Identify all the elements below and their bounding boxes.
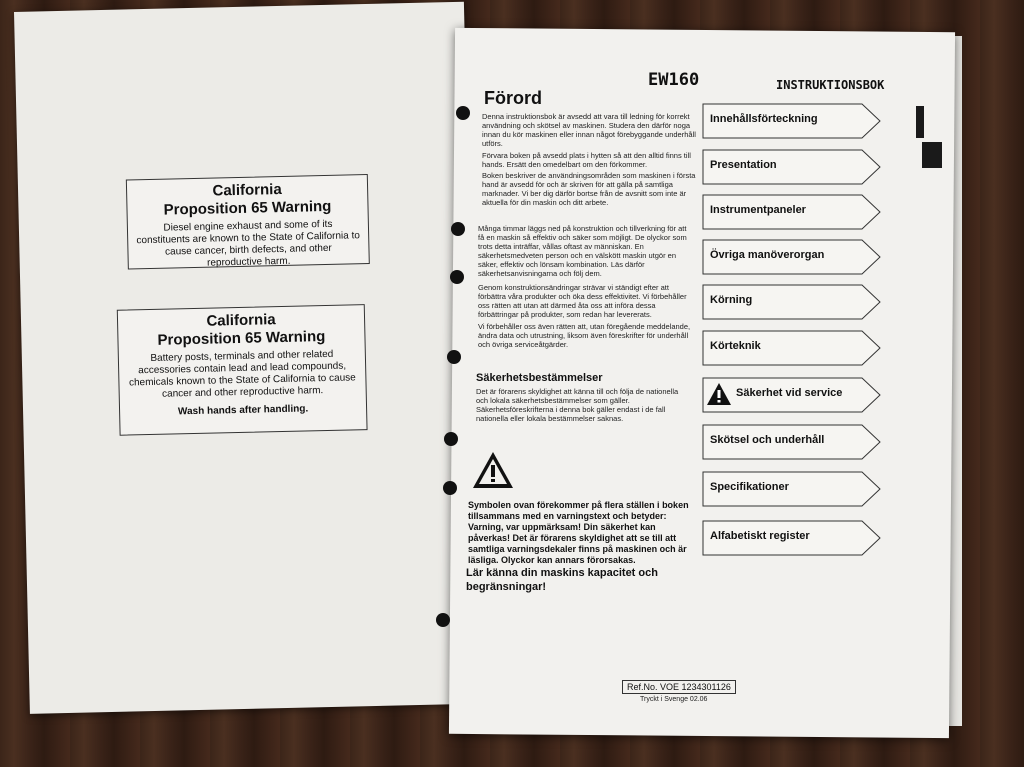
binding-hole: [436, 613, 450, 627]
tab-label: Innehållsförteckning: [710, 113, 818, 125]
tab-korning[interactable]: [702, 284, 882, 318]
warning-heading-line2: Proposition 65 Warning: [157, 328, 326, 349]
tab-sakerhet-vid-service[interactable]: [702, 377, 882, 411]
tab-label: Specifikationer: [710, 481, 789, 493]
tab-korteknik[interactable]: [702, 330, 882, 364]
binding-hole: [451, 222, 465, 236]
wash-hands-text: Wash hands after handling.: [177, 403, 309, 418]
tab-innehallsforteckning[interactable]: [702, 103, 882, 137]
ref-number: Ref.No. VOE 1234301126: [622, 680, 736, 694]
safety-text: Det är förarens skyldighet att känna till och följa de nationella och lokala säkerhetsbestämmelser som gäller. Säkerhetsföreskrifterna i denna bok gäller endast i de fall nationella eller lokala bestämmelser saknas.: [476, 387, 679, 423]
page-title: Förord: [484, 88, 542, 108]
warning-text: Diesel engine exhaust and some of its constituents are known to the State of California to cause cancer, birth defects, and other reproductive harm.: [136, 218, 361, 269]
book-title: INSTRUKTIONSBOK: [776, 78, 885, 92]
tab-alfabetiskt-register[interactable]: [702, 520, 882, 554]
tab-skotsel-och-underhall[interactable]: [702, 424, 882, 458]
tab-label: Instrumentpaneler: [710, 204, 806, 216]
warning-heading-line1: California: [206, 311, 276, 330]
know-machine-text: Lär känna din maskins kapacitet och begränsningar!: [466, 567, 658, 593]
tab-specifikationer[interactable]: [702, 471, 882, 505]
body-paragraph: Genom konstruktionsändringar strävar vi ständigt efter att förbättra våra produkter och öka dess effektivitet. Vi förbehåller oss rätten att utan att därmed åta oss att införa dessa förbättringar på produkter, som redan har levererats.: [478, 283, 687, 319]
warning-text: Battery posts, terminals and other related accessories contain lead and lead compounds, chemicals known to the State of California to cause cancer and other reproductive harm.: [128, 348, 356, 400]
intro-paragraph: Förvara boken på avsedd plats i hytten så att den alltid finns till hands. Ersätt den omedelbart om den förkommer.: [482, 151, 691, 169]
warning-triangle-icon: [471, 450, 515, 490]
tab-label: Körning: [710, 294, 753, 306]
warning-triangle-icon: [706, 382, 732, 406]
left-page: [14, 2, 480, 714]
prop65-warning-box-1: [126, 174, 370, 269]
tab-ovriga-manoverorgan[interactable]: [702, 239, 882, 273]
intro-paragraph: Boken beskriver de användningsområden som maskinen i första hand är avsedd för och är skriven för att gälla på samtliga marknader. Vi ber dig därför bortse från de avsnitt som inte är aktuella för din maskin och ditt arbete.: [482, 171, 696, 207]
binding-hole: [444, 432, 458, 446]
binding-hole: [456, 106, 470, 120]
tab-label: Säkerhet vid service: [736, 387, 843, 399]
body-paragraph: Många timmar läggs ned på konstruktion och tillverkning för att få en maskin så effektiv och säker som möjligt. De olyckor som trots detta inträffar, vållas oftast av människan. En säkerhetsmedveten person och en välskött maskin utgör en säker, effektiv och lönsam kombination. Läs därför säkerhetsanvisningarna och följ dem.: [478, 224, 687, 278]
binding-hole: [443, 481, 457, 495]
intro-paragraph: Denna instruktionsbok är avsedd att vara till ledning för korrekt användning och skötsel av maskinen. Studera den därför noga innan du kör maskinen eller innan något förebyggande underhåll utförs.: [482, 112, 696, 148]
tab-instrumentpaneler[interactable]: [702, 194, 882, 228]
warning-heading-line2: Proposition 65 Warning: [163, 197, 332, 219]
tab-label: Presentation: [710, 159, 777, 171]
warning-heading-line1: California: [212, 180, 282, 200]
page-edge-marker: [916, 106, 924, 138]
safety-heading: Säkerhetsbestämmelser: [476, 372, 603, 384]
body-paragraph: Vi förbehåller oss även rätten att, utan föregående meddelande, ändra data och utrustning, liksom även föreskrifter för underhåll och övriga serviceåtgärder.: [478, 322, 691, 349]
model-name: EW160: [648, 70, 700, 90]
tab-label: Alfabetiskt register: [710, 530, 810, 542]
binding-hole: [450, 270, 464, 284]
page-edge-marker: [922, 142, 942, 168]
warning-symbol-text: Symbolen ovan förekommer på flera ställen i boken tillsammans med en varningstext och betyder: Varning, var uppmärksam! Din säkerhet kan påverkas! Det är förarens skyldighet att se till att samtliga varningsdekaler finns på maskinen och är läsliga. Olyckor kan annars förorsakas.: [468, 500, 689, 565]
binding-hole: [447, 350, 461, 364]
printed-info: Tryckt i Svenge 02.06: [640, 696, 708, 703]
tab-presentation[interactable]: [702, 149, 882, 183]
tab-label: Övriga manöverorgan: [710, 249, 825, 261]
tab-label: Körteknik: [710, 340, 761, 352]
tab-label: Skötsel och underhåll: [710, 434, 825, 446]
prop65-warning-box-2: [117, 304, 368, 436]
